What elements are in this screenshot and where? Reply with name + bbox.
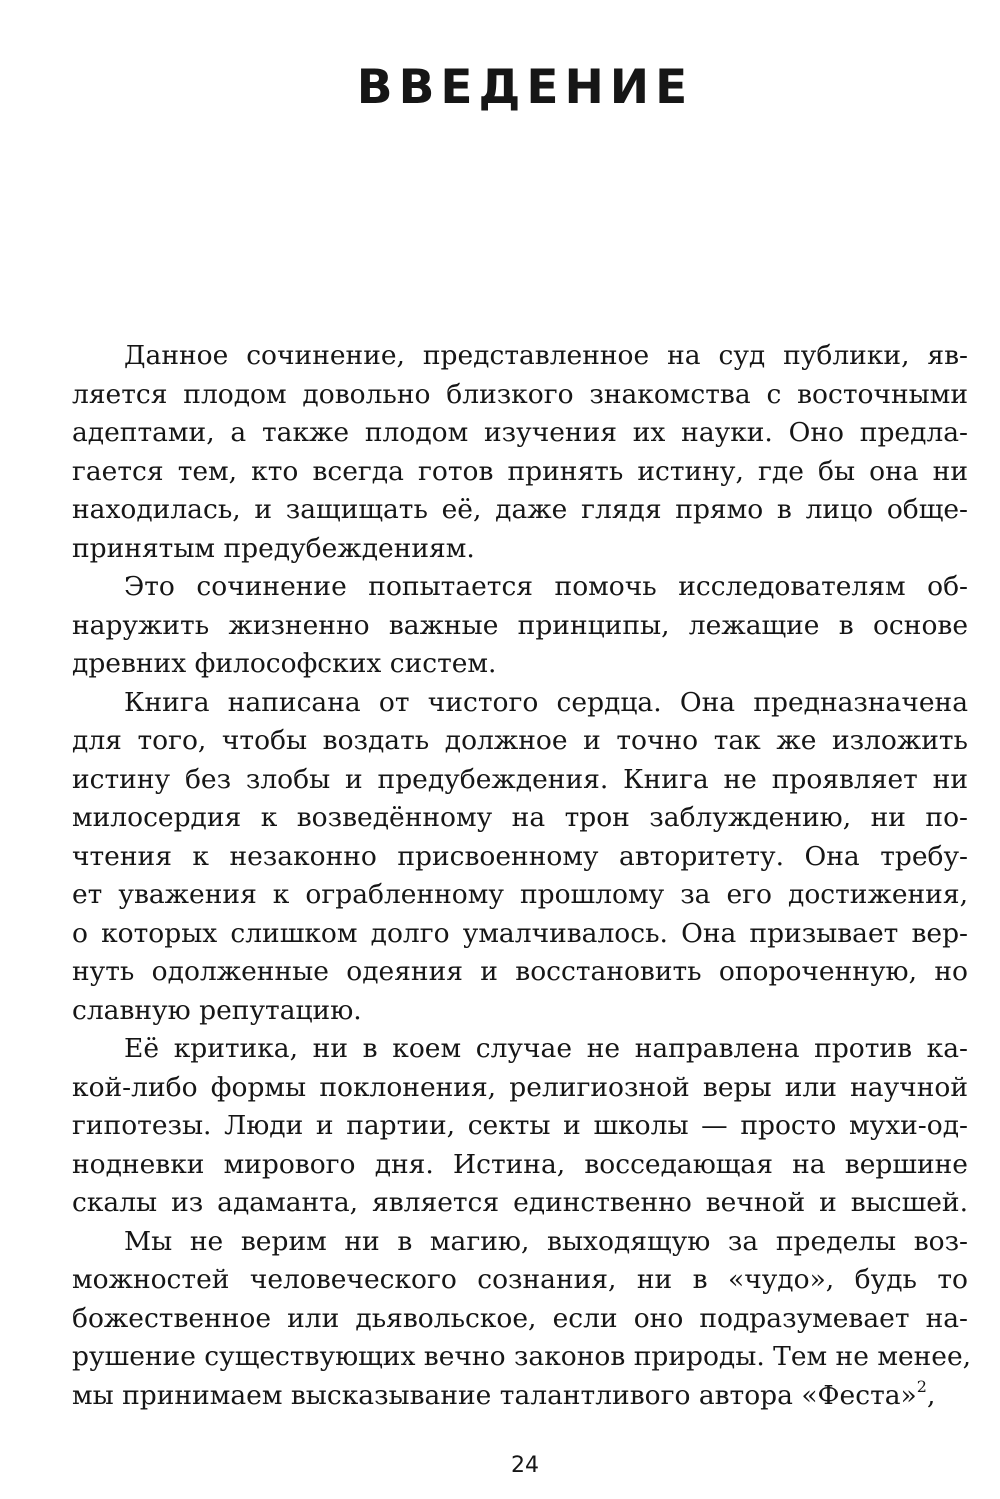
- text-line: Книга написана от чистого сердца. Она предназначена: [124, 686, 968, 718]
- text-line: чтения к незаконно присвоенному авторитету. Она требу-: [72, 840, 968, 872]
- text-line: для того, чтобы воздать должное и точно так же изложить: [72, 725, 968, 756]
- text-line: рушение существующих вечно законов природы. Тем не менее,: [72, 1341, 972, 1372]
- text-line: нодневки мирового дня. Истина, восседающая на вершине: [72, 1148, 968, 1180]
- text-line: Мы не верим ни в магию, выходящую за пределы воз-: [124, 1225, 968, 1257]
- text-line: славную репутацию.: [72, 994, 362, 1026]
- chapter-title: ВВЕДЕНИЕ: [356, 60, 694, 115]
- text-line: Данное сочинение, представленное на суд публики, яв-: [124, 340, 968, 371]
- text-line: принятым предубеждениям.: [72, 532, 475, 564]
- text-line: истину без злобы и предубеждения. Книга не проявляет ни: [72, 763, 968, 795]
- paragraph: [72, 568, 968, 684]
- text-line-content: мы принимаем высказывание талантливого автора «Феста»: [72, 1379, 917, 1411]
- text-line: адептами, а также плодом изучения их науки. Оно предла-: [72, 417, 968, 448]
- text-line: наружить жизненно важные принципы, лежащие в основе: [72, 609, 968, 641]
- footnote-marker[interactable]: 2: [916, 1376, 927, 1396]
- chapter-body: [72, 337, 972, 1415]
- text-line: древних философских систем.: [72, 648, 497, 679]
- text-line-with-footnote: [72, 1377, 968, 1416]
- text-line: Это сочинение попытается помочь исследователям об-: [124, 571, 968, 602]
- text-line: гается тем, кто всегда готов принять истину, где бы она ни: [72, 455, 968, 487]
- paragraph: [72, 1030, 968, 1223]
- text-line: находилась, и защищать её, даже глядя прямо в лицо обще-: [72, 494, 968, 525]
- trailing-punctuation: ,: [926, 1379, 936, 1411]
- text-line: можностей человеческого сознания, ни в «чудо», будь то: [72, 1264, 968, 1295]
- paragraph: [72, 684, 968, 1031]
- text-line: божественное или дьявольское, если оно подразумевает на-: [72, 1302, 968, 1334]
- text-line: милосердия к возведённому на трон заблуждению, ни по-: [72, 802, 968, 833]
- paragraph: [72, 1223, 972, 1416]
- text-line: Её критика, ни в коем случае не направлена против ка-: [124, 1033, 968, 1064]
- paragraph: [72, 337, 968, 568]
- text-line: ет уважения к ограбленному прошлому за его достижения,: [72, 879, 968, 910]
- text-line: кой-либо формы поклонения, религиозной веры или научной: [72, 1071, 968, 1103]
- text-line: скалы из адаманта, является единственно вечной и высшей.: [72, 1187, 968, 1218]
- text-line: гипотезы. Люди и партии, секты и школы — просто мухи-од-: [72, 1110, 968, 1141]
- page-number: 24: [511, 1453, 539, 1478]
- text-line: о которых слишком долго умалчивалось. Она призывает вер-: [72, 917, 968, 949]
- text-line: ляется плодом довольно близкого знакомства с восточными: [72, 378, 968, 410]
- text-line: нуть одолженные одеяния и восстановить опороченную, но: [72, 956, 968, 987]
